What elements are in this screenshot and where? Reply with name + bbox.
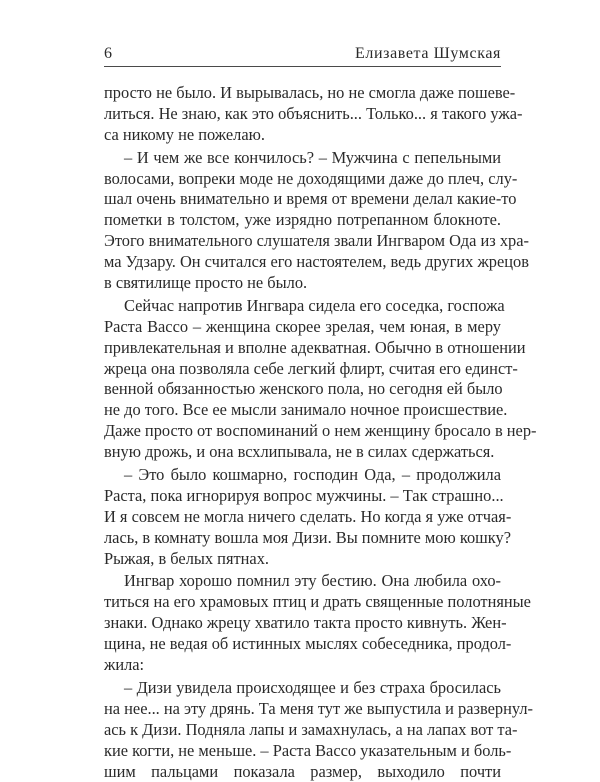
text-line: жила: (104, 655, 501, 676)
text-line: Этого внимательного слушателя звали Ингваром Ода из хра- (104, 231, 501, 252)
text-line: на нее... на эту дрянь. Та меня тут же выпустила и развернул- (104, 699, 501, 720)
text-line: ма Удзару. Он считался его настоятелем, ведь других жрецов (104, 252, 501, 273)
text-line: венной обязанностью женского пола, но сегодня ей было (104, 379, 501, 400)
text-line: вную дрожь, и она всхлипывала, не в силах сдержаться. (104, 442, 501, 463)
text-line: лась, в комнату вошла моя Дизи. Вы помните мою кошку? (104, 528, 501, 549)
paragraph (104, 465, 501, 569)
text-line: шал очень внимательно и время от времени делал какие-то (104, 189, 501, 210)
text-line: волосами, вопреки моде не доходящими даже до плеч, слу- (104, 169, 501, 190)
page-number: 6 (104, 44, 112, 64)
text-line: знаки. Однако жрецу хватило такта просто кивнуть. Жен- (104, 613, 501, 634)
paragraph (104, 148, 501, 294)
text-line: ась к Дизи. Подняла лапы и замахнулась, а на лапах вот та- (104, 720, 501, 741)
text-line: Рыжая, в белых пятнах. (104, 549, 501, 570)
text-line: Сейчас напротив Ингвара сидела его соседка, госпожа (104, 296, 501, 317)
text-line: – Дизи увидела происходящее и без страха бросилась (104, 678, 501, 699)
text-line: не до того. Все ее мысли занимало ночное происшествие. (104, 400, 501, 421)
text-line: титься на его храмовых птиц и драть священные полотняные (104, 592, 501, 613)
text-line: привлекательная и вполне адекватная. Обычно в отношении (104, 338, 501, 359)
paragraph (104, 83, 501, 146)
text-line: И я совсем не могла ничего сделать. Но когда я уже отчая- (104, 507, 501, 528)
text-line: просто не было. И вырывалась, но не смогла даже пошеве- (104, 83, 501, 104)
text-line: Раста, пока игнорируя вопрос мужчины. – Так страшно... (104, 486, 501, 507)
text-line: Даже просто от воспоминаний о нем женщину бросало в нер- (104, 421, 501, 442)
paragraph (104, 678, 501, 782)
text-line: шим пальцами показала размер, выходило почти (104, 762, 501, 782)
text-line: – И чем же все кончилось? – Мужчина с пепельными (104, 148, 501, 169)
text-line: – Это было кошмарно, господин Ода, – продолжила (104, 465, 501, 486)
text-line: литься. Не знаю, как это объяснить... Только... я такого ужа- (104, 104, 501, 125)
text-line: са никому не пожелаю. (104, 125, 501, 146)
text-line: Раста Вассо – женщина скорее зрелая, чем юная, в меру (104, 317, 501, 338)
running-head: Елизавета Шумская (355, 44, 501, 64)
text-line: щина, не ведая об истинных мыслях собеседника, продол- (104, 634, 501, 655)
text-line: жреца она позволяла себе легкий флирт, считая его единст- (104, 359, 501, 380)
page-header (104, 44, 501, 67)
paragraph (104, 296, 501, 463)
paragraph (104, 571, 501, 675)
text-line: в святилище просто не было. (104, 273, 501, 294)
text-line: пометки в толстом, уже изрядно потрепанном блокноте. (104, 210, 501, 231)
body-text (104, 83, 501, 782)
text-line: Ингвар хорошо помнил эту бестию. Она любила охо- (104, 571, 501, 592)
text-line: кие когти, не меньше. – Раста Вассо указательным и боль- (104, 741, 501, 762)
